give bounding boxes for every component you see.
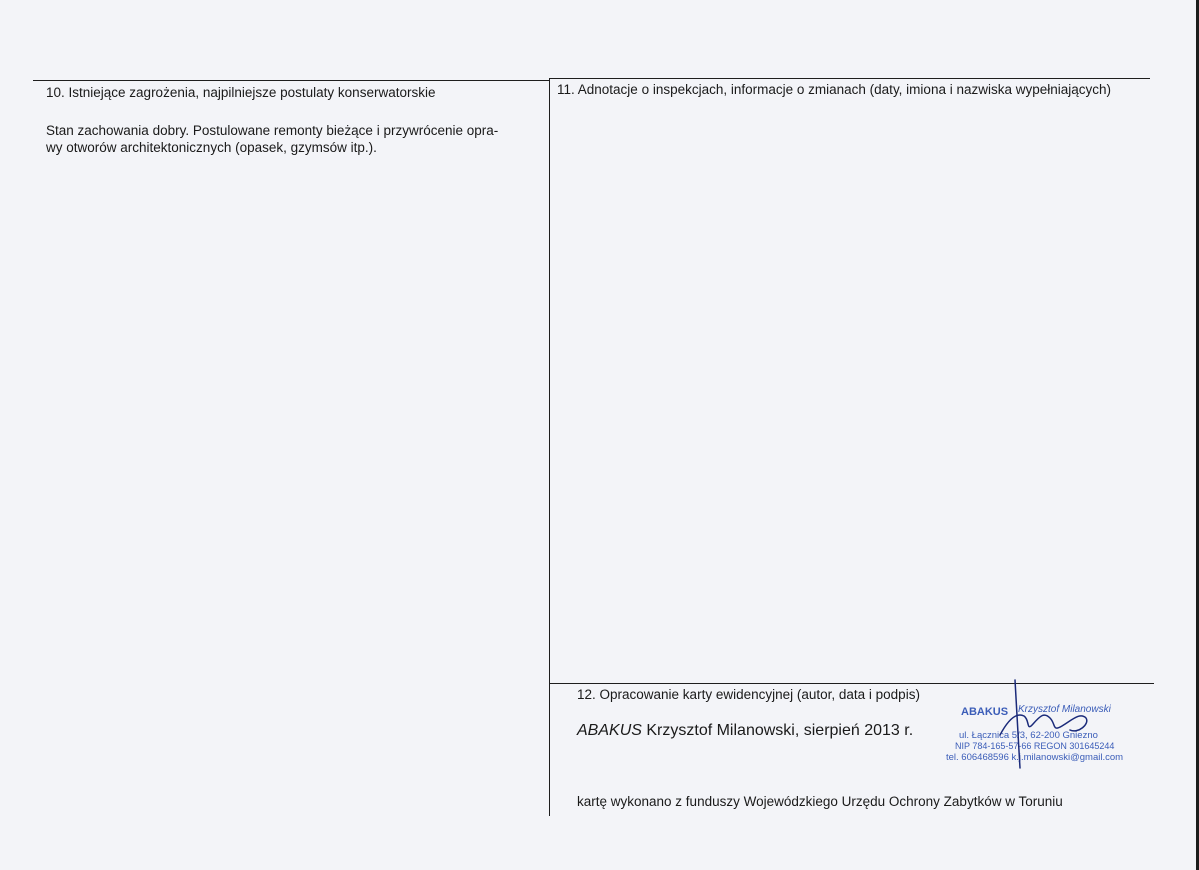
author-name-date: Krzysztof Milanowski, sierpień 2013 r. — [641, 722, 914, 739]
stamp-nip-regon: NIP 784-165-57-66 REGON 301645244 — [955, 741, 1115, 751]
stamp-name-left: ABAKUS — [961, 706, 1009, 718]
section-10-heading: 10. Istniejące zagrożenia, najpilniejsze postulaty konserwatorskie — [46, 85, 436, 100]
section-10-body: Stan zachowania dobry. Postulowane remonty bieżące i przywrócenie opra- wy otworów architektonicznych (opasek, gzymsów itp.). — [46, 123, 499, 155]
section-12-heading: 12. Opracowanie karty ewidencyjnej (autor, data i podpis) — [577, 687, 920, 702]
stamp-name-right: Krzysztof Milanowski — [1018, 704, 1111, 715]
section-11-heading: 11. Adnotacje o inspekcjach, informacje o zmianach (daty, imiona i nazwiska wypełniających) — [557, 82, 1112, 97]
stamp-address: ul. Łącznica 5/3, 62-200 Gniezno — [959, 730, 1098, 741]
stamp-contact: tel. 606468596 k.j.milanowski@gmail.com — [946, 752, 1124, 763]
funding-note: kartę wykonano z funduszy Wojewódzkiego Urzędu Ochrony Zabytków w Toruniu — [577, 794, 1063, 809]
author-company: ABAKUS — [577, 722, 642, 739]
